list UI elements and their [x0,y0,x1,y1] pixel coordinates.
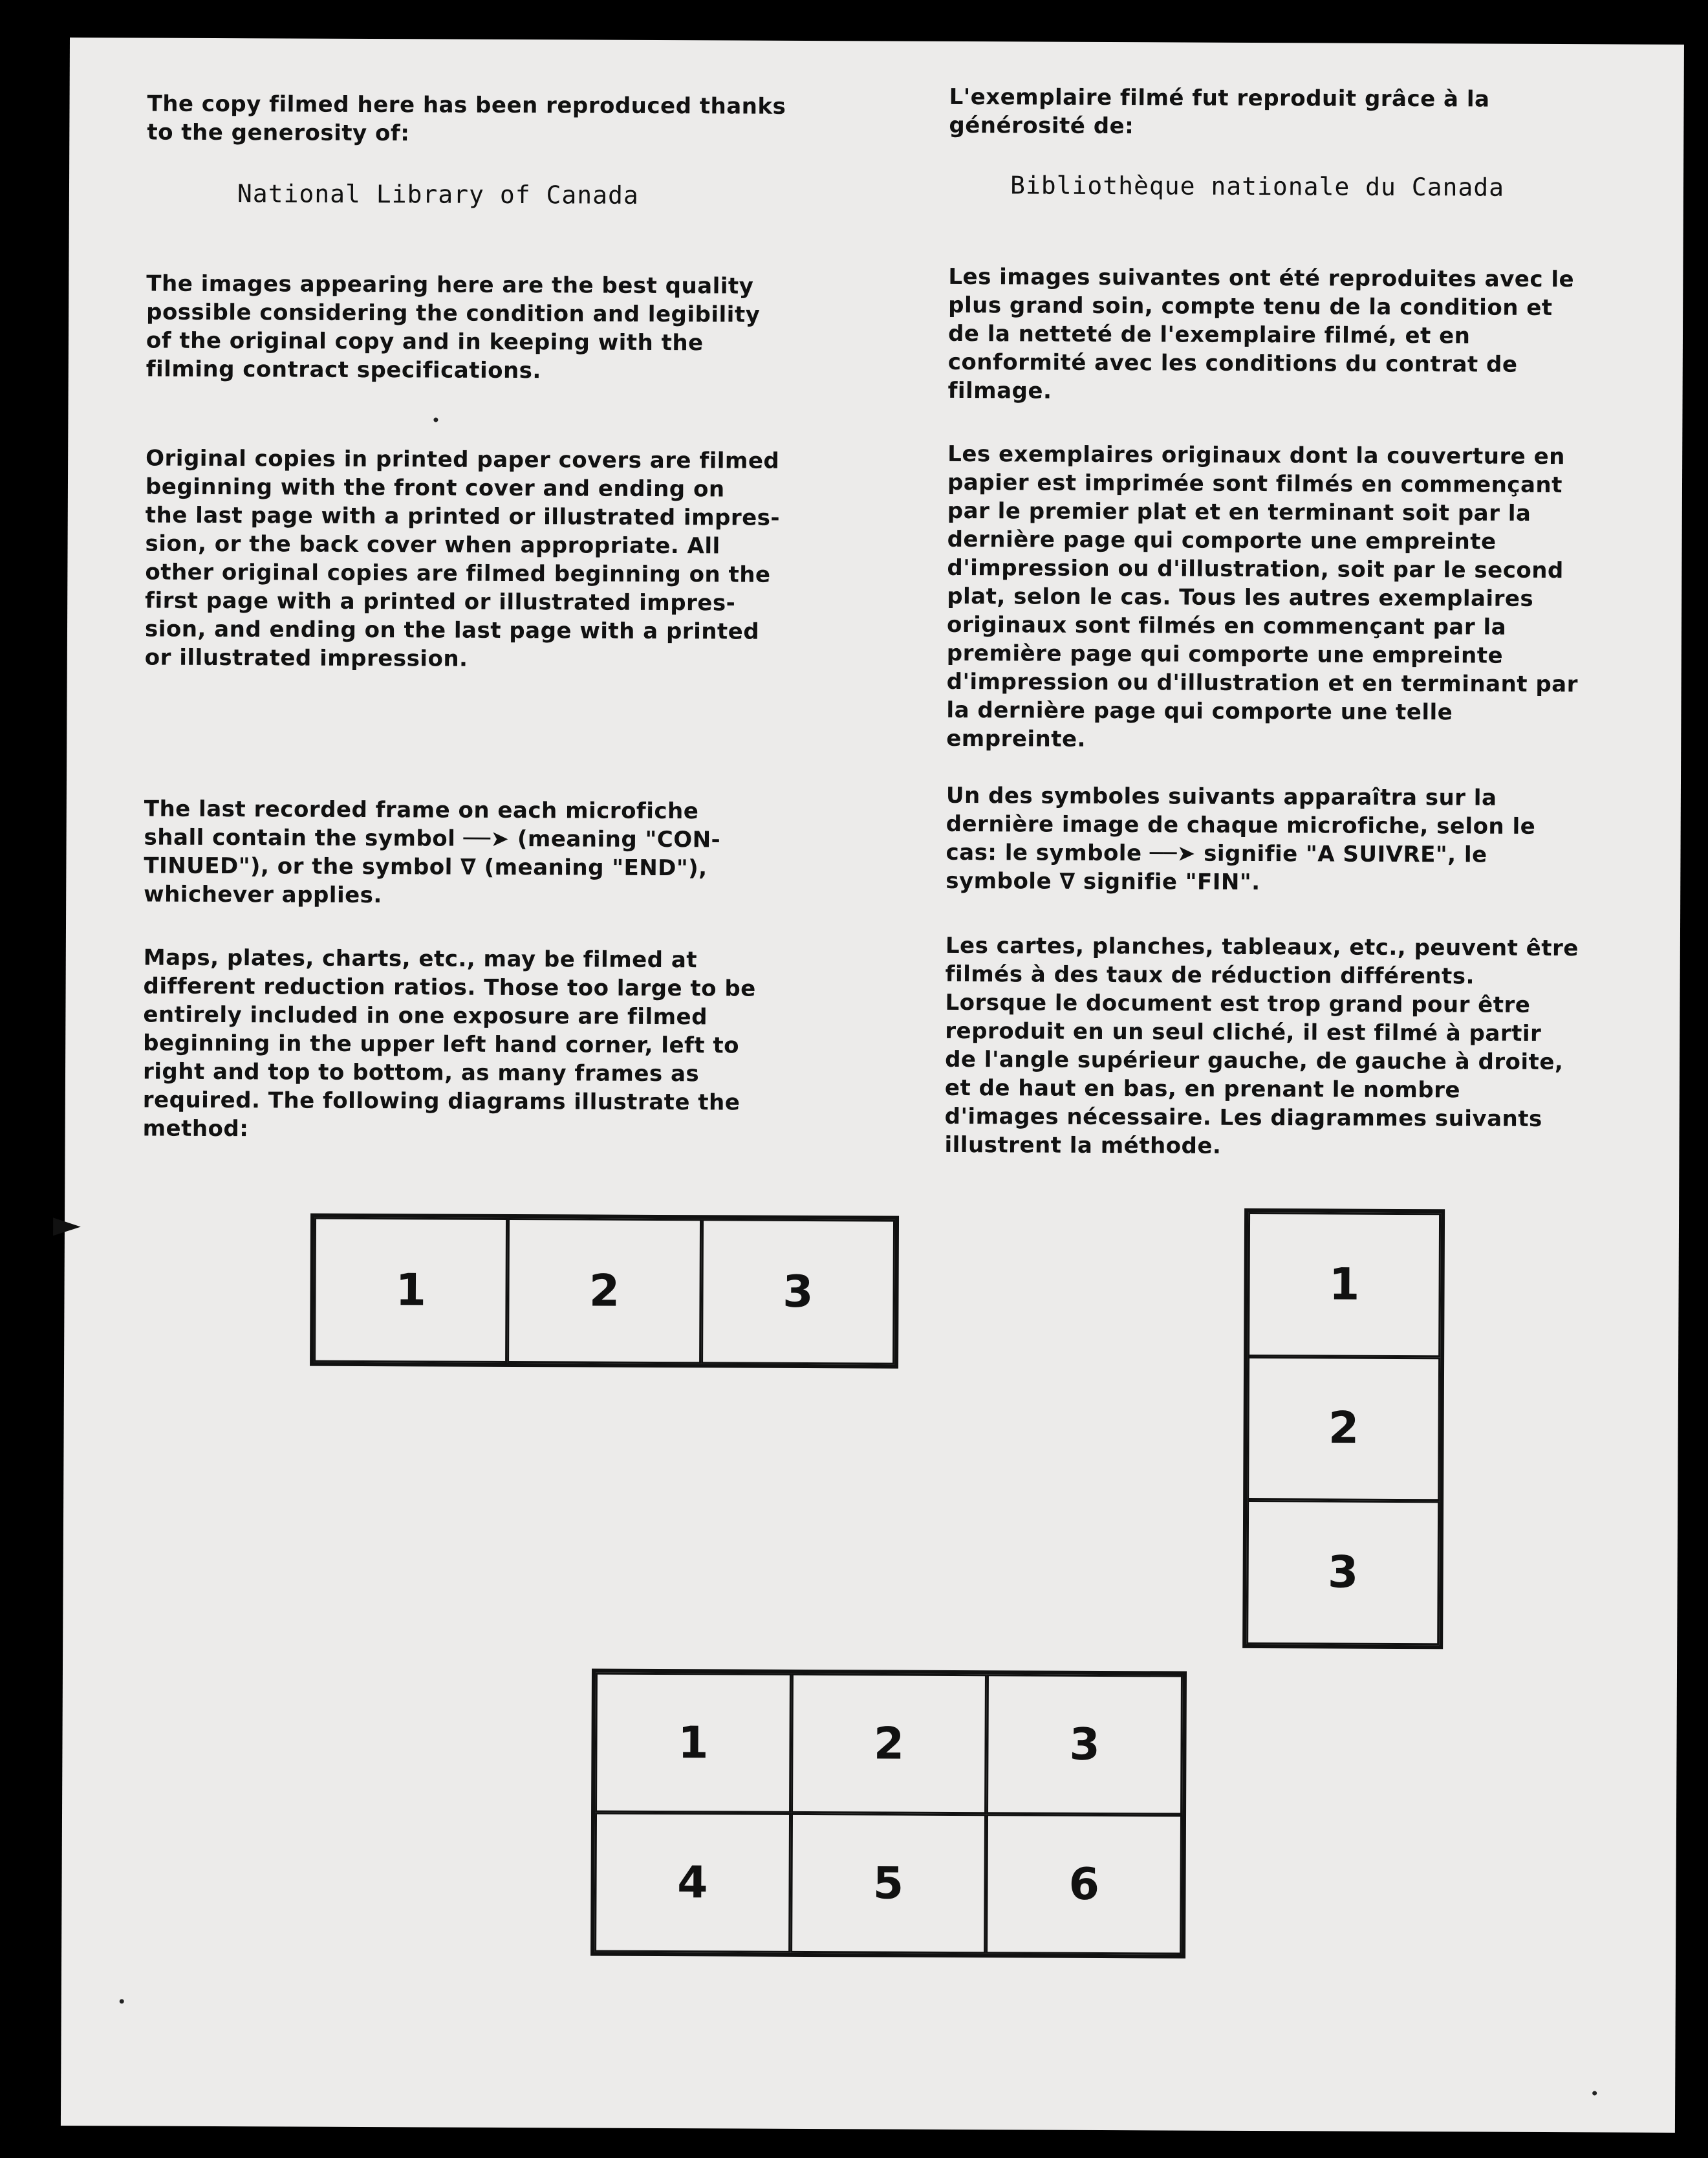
english-column [147,90,871,150]
margin-pointer-icon: ► [52,1203,81,1246]
frame-cell: 1 [1248,1212,1441,1357]
vertical-frame-diagram [1242,1208,1445,1649]
fr-thanks: L'exemplaire filmé fut reproduit grâce à la générosité de: [949,83,1490,140]
frame-cell: 3 [701,1219,895,1364]
fr-original-copies-block [946,440,1659,756]
en-maps: Maps, plates, charts, etc., may be filmed at different reduction ratios. Those too large to be entirely included in one exposure are filmed beginning in the upper left hand corner, left to right and top to bottom, as many frames as required. The following diagrams illustrate the method: [142,944,756,1142]
frame-cell: 4 [594,1813,791,1953]
en-quality: The images appearing here are the best quality possible considering the condition and legibility of the original copy and in keeping with the filming contract specifications. [146,270,761,384]
frame-cell: 5 [790,1813,987,1954]
en-thanks: The copy filmed here has been reproduced thanks to the generosity of: [147,91,786,147]
en-original-copies-block [145,444,870,675]
document-page [52,38,1684,2133]
en-symbols-block [144,795,869,912]
fr-symbols: Un des symboles suivants apparaîtra sur la dernière image de chaque microfiche, selon le cas: le symbole ──➤ signifie "A SUIVRE", le symbole ∇ signifie "FIN". [946,782,1536,896]
speck [1592,2091,1597,2095]
en-maps-block [143,944,868,1146]
en-institution [237,179,962,211]
frame-cell: 3 [1246,1500,1440,1645]
en-original-copies: Original copies in printed paper covers are filmed beginning with the front cover and ending on the last page with a printed or illustrated impres- sion, or the back cover when appropriate. All other original copies are filmed beginning on the first page with a printed or illustrated impres- sion, and ending on the last page with a printed or illustrated impression. [144,445,781,672]
speck [433,417,438,422]
fr-maps-block [944,932,1657,1162]
en-symbols: The last recorded frame on each microfiche shall contain the symbol ──➤ (meaning "CON- TINUED"), or the symbol ∇ (meaning "END"), whichever applies. [144,796,721,909]
fr-original-copies: Les exemplaires originaux dont la couverture en papier est imprimée sont filmés en commençant par le premier plat et en terminant soit par la dernière page qui comporte une empreinte d'impression ou d'illustration, soit par le second plat, selon le cas. Tous les autres exemplaires originaux sont filmés en commençant par la première page qui comporte une empreinte d'impression ou d'illustration et en terminant par la dernière page qui comporte une telle empreinte. [946,441,1579,752]
frame-cell: 2 [1247,1357,1440,1501]
frame-cell: 1 [595,1673,792,1813]
grid-frame-diagram [590,1669,1187,1959]
frame-cell: 2 [507,1218,701,1364]
frame-cell: 1 [314,1217,508,1363]
fr-quality: Les images suivantes ont été reproduites avec le plus grand soin, compte tenu de la condition et de la netteté de l'exemplaire filmé, et en conformité avec les conditions du contrat de filmage. [947,263,1575,404]
fr-institution [1010,171,1708,202]
en-institution-text: National Library of Canada [237,179,639,210]
fr-maps: Les cartes, planches, tableaux, etc., peuvent être filmés à des taux de réduction différents. Lorsque le document est trop grand pour être reproduit en un seul cliché, il est filmé à partir de l'angle supérieur gauche, de gauche à droite, et de haut en bas, en prenant le nombre d'images nécessaire. Les diagrammes suivants illustrent la méthode. [944,932,1579,1159]
frame-cell: 3 [986,1674,1183,1815]
en-quality-block [146,270,871,387]
fr-quality-block [948,263,1660,408]
frame-cell: 2 [791,1673,988,1814]
frame-cell: 6 [986,1814,1182,1954]
fr-institution-text: Bibliothèque nationale du Canada [1010,171,1505,202]
speck [120,1999,124,2003]
fr-symbols-block [946,781,1658,899]
french-column [949,83,1660,143]
horizontal-frame-diagram [310,1214,899,1369]
